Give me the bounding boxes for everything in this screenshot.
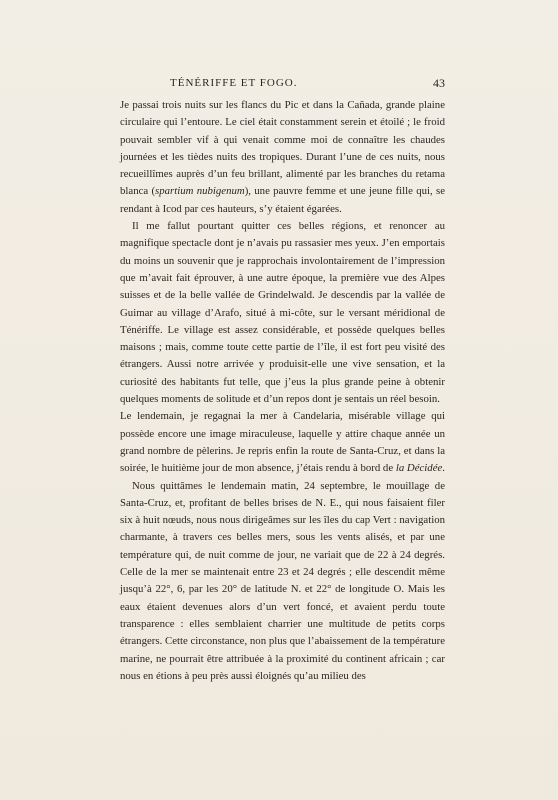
italic-text-run: la Décidée	[395, 462, 443, 475]
text-run: .	[442, 462, 445, 475]
paragraph	[120, 408, 445, 477]
text-run: ), une pauvre femme et une jeune fille qui, se rendant à Icod par ces hauteurs, s’y étaient égarées.	[120, 185, 446, 215]
paragraph	[120, 218, 445, 408]
text-run: Le lendemain, je regagnai la mer à Candelaria, misérable village qui possède encore une image miraculeuse, laquelle y attire chaque année un grand nombre de pèlerins. Je repris enfin la route de Santa-Cruz, et dans la soirée, le huitième jour de mon absence, j’étais rendu à bord de	[120, 410, 445, 475]
paragraph	[120, 478, 445, 686]
text-run: Nous quittâmes le lendemain matin, 24 septembre, le mouillage de Santa-Cruz, et, profitant de belles brises de N. E., qui nous faisaient filer six à huit nœuds, nous nous dirigeâmes sur les îles du cap Vert : navigation charmante, à travers ces belles mers, sous les vents alisés, et par une température qui, de nuit comme de jour, ne variait que de 22 à 24 degrés. Celle de la mer se maintenait entre 23 et 24 degrés ; elle descendit même jusqu’à 22°, 6, par les 20° de latitude N. et 22° de longitude O. Mais les eaux étaient devenues alors d’un vert foncé, et avaient perdu toute transparence : elles semblaient charrier une multitude de petits corps étrangers. Cette circonstance, non plus que l’abaissement de la température marine, ne pourrait être attribuée à la proximité du continent africain ; car nous en étions à peu près aussi éloignés qu’au milieu des	[120, 479, 445, 682]
running-title: TÉNÉRIFFE ET FOGO.	[170, 77, 298, 89]
italic-text-run: spartium nubigenum	[155, 185, 245, 198]
text-run: Il me fallut pourtant quitter ces belles régions, et renoncer au magnifique spectacle dont je n’avais pu rassasier mes yeux. J’en emportais du moins un souvenir que je rapprochais involontairement de l’impression que m’avait fait éprouver, à une autre époque, la première vue des Alpes suisses et de la belle vallée de Grindelwald. Je descendis par la vallée de Guimar au village d’Arafo, situé à mi-côte, sur le versant méridional de Ténériffe. Le village est assez considérable, et possède quelques belles maisons ; mais, comme toute cette partie de l’île, il est fort peu visité des étrangers. Aussi notre arrivée y produisit-elle une vive sensation, et la curiosité des habitants fut telle, que j’eus la plus grande peine à obtenir quelques moments de solitude et d’un repos dont je sentais un réel besoin.	[120, 220, 445, 406]
text-run: Je passai trois nuits sur les flancs du Pic et dans la Cañada, grande plaine circulaire qui l’entoure. Le ciel était constamment serein et étoilé ; le froid pouvait sembler vif à qui venait comme moi de connaître les chaudes journées et les tièdes nuits des tropiques. Durant l’une de ces nuits, nous recueillîmes auprès d’un feu brillant, alimenté par les branches du retama blanca (	[120, 99, 445, 198]
page-number: 43	[433, 76, 445, 90]
page-header	[120, 77, 445, 93]
paragraph	[120, 97, 445, 218]
body-text	[120, 97, 445, 685]
